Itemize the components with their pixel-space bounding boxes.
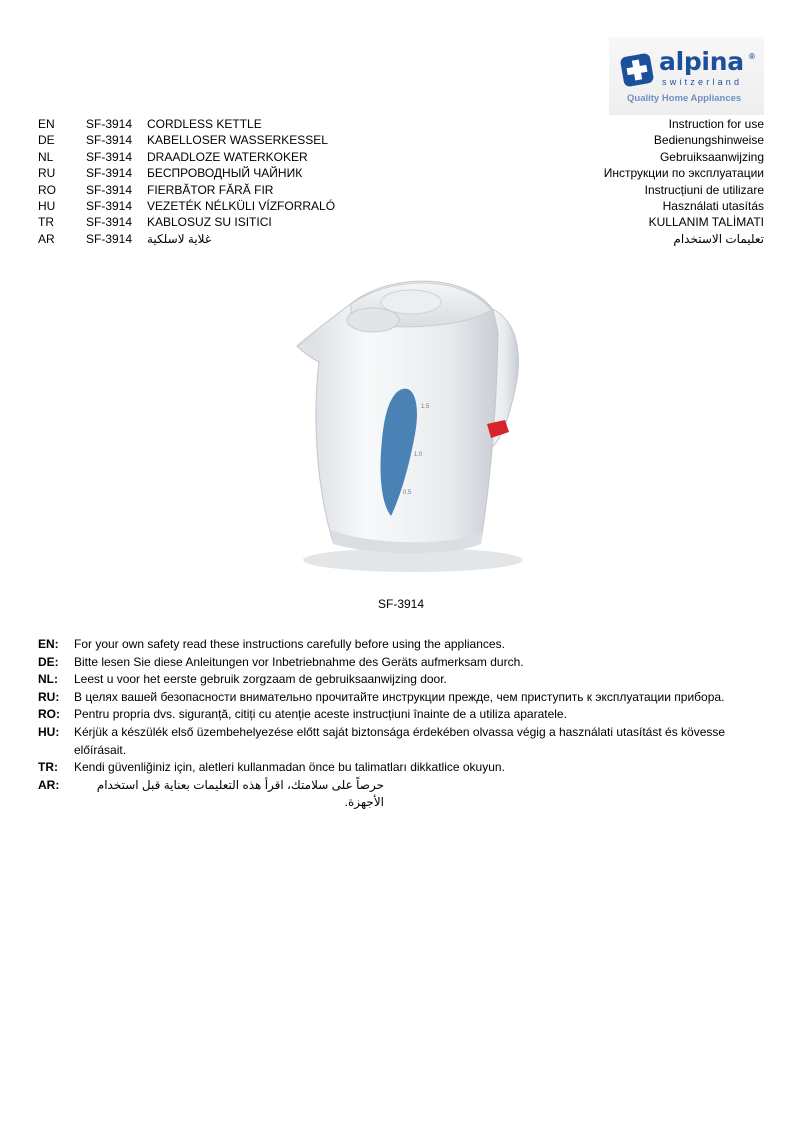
brand-logo xyxy=(609,37,764,115)
instructions-label: Instrucțiuni de utilizare xyxy=(644,182,764,197)
safety-note-text: Pentru propria dvs. siguranță, citiți cu atenție aceste instrucțiuni înainte de a utiliza aparatele. xyxy=(74,707,567,722)
safety-language-code: DE: xyxy=(38,654,59,669)
product-name: VEZETÉK NÉLKÜLI VÍZFORRALÓ xyxy=(147,198,336,213)
language-code: AR xyxy=(38,231,55,246)
product-name: FIERBĂTOR FĂRĂ FIR xyxy=(147,182,274,197)
image-caption: SF-3914 xyxy=(377,597,425,611)
title-row xyxy=(38,198,764,214)
kettle-image xyxy=(293,262,527,578)
safety-notes-list xyxy=(38,636,764,812)
language-code: RO xyxy=(38,182,56,197)
language-code: EN xyxy=(38,117,55,131)
model-number: SF-3914 xyxy=(86,149,133,164)
safety-note xyxy=(38,654,764,672)
safety-note xyxy=(38,724,764,759)
registered-mark: ® xyxy=(749,52,755,61)
safety-note-text: Kendi güvenliğiniz için, aletleri kullanmadan önce bu talimatları dikkatlice okuyun. xyxy=(74,760,505,775)
safety-note-text: Kérjük a készülék első üzembehelyezése előtt saját biztonsága érdekében olvassa végig a használati utasítást és kövesse előírásait. xyxy=(74,724,726,757)
product-title-list xyxy=(38,116,764,247)
title-row xyxy=(38,231,764,247)
language-code: NL xyxy=(38,149,54,164)
safety-note xyxy=(38,689,764,707)
language-code: TR xyxy=(38,215,54,230)
product-name: CORDLESS KETTLE xyxy=(147,117,262,131)
title-row xyxy=(38,165,764,181)
instructions-label: Gebruiksaanwijzing xyxy=(659,149,764,164)
instructions-label: Bedienungshinweise xyxy=(653,133,764,148)
brand-name: alpina xyxy=(659,47,744,76)
safety-note-text: For your own safety read these instructions carefully before using the appliances. xyxy=(74,637,505,651)
model-number: SF-3914 xyxy=(86,182,133,197)
safety-note xyxy=(38,777,764,812)
safety-language-code: AR: xyxy=(38,777,60,792)
safety-language-code: HU: xyxy=(38,724,60,739)
brand-subtitle: switzerland xyxy=(662,77,743,87)
title-row xyxy=(38,182,764,198)
product-name: БЕСПРОВОДНЫЙ ЧАЙНИК xyxy=(147,166,303,181)
safety-note-text: حرصاً على سلامتك، اقرأ هذه التعليمات بعناية قبل استخدام الأجهزة. xyxy=(96,777,384,810)
model-number: SF-3914 xyxy=(86,231,133,246)
safety-language-code: NL: xyxy=(38,672,58,687)
instructions-label: Инструкции по эксплуатации xyxy=(603,166,764,181)
safety-note-text: В целях вашей безопасности внимательно прочитайте инструкции прежде, чем приступить к эксплуатации прибора. xyxy=(74,689,725,704)
instructions-label: Instruction for use xyxy=(668,117,764,131)
title-row xyxy=(38,149,764,165)
svg-text:1.0: 1.0 xyxy=(414,452,423,458)
model-number: SF-3914 xyxy=(86,133,133,148)
product-name: KABELLOSER WASSERKESSEL xyxy=(147,133,328,148)
instructions-label: تعليمات الاستخدام xyxy=(673,231,764,246)
swiss-cross-icon xyxy=(619,52,655,88)
safety-note xyxy=(38,636,764,654)
language-code: HU xyxy=(38,198,56,213)
brand-tagline: Quality Home Appliances xyxy=(627,93,742,104)
instructions-label: Használati utasítás xyxy=(662,198,764,213)
svg-text:1.5: 1.5 xyxy=(421,404,430,410)
product-name: DRAADLOZE WATERKOKER xyxy=(147,149,308,164)
language-code: RU xyxy=(38,166,56,181)
safety-note xyxy=(38,671,764,689)
model-number: SF-3914 xyxy=(86,117,133,131)
safety-note-text: Bitte lesen Sie diese Anleitungen vor Inbetriebnahme des Geräts aufmerksam durch. xyxy=(74,654,524,669)
svg-text:0.5: 0.5 xyxy=(403,490,412,496)
safety-note xyxy=(38,759,764,777)
model-number: SF-3914 xyxy=(86,215,133,230)
model-number: SF-3914 xyxy=(86,198,133,213)
language-code: DE xyxy=(38,133,55,148)
safety-note-text: Leest u voor het eerste gebruik zorgzaam de gebruiksaanwijzing door. xyxy=(74,672,447,687)
product-name: غلاية لاسلكية xyxy=(147,231,212,246)
instructions-label: KULLANIM TALİMATI xyxy=(648,215,764,230)
safety-language-code: RU: xyxy=(38,689,60,704)
title-row xyxy=(38,116,764,132)
safety-language-code: RO: xyxy=(38,707,60,722)
title-row xyxy=(38,132,764,148)
safety-language-code: EN: xyxy=(38,637,59,651)
safety-note xyxy=(38,706,764,724)
title-row xyxy=(38,214,764,230)
product-name: KABLOSUZ SU ISITICI xyxy=(147,215,272,230)
safety-language-code: TR: xyxy=(38,760,58,775)
model-number: SF-3914 xyxy=(86,166,133,181)
